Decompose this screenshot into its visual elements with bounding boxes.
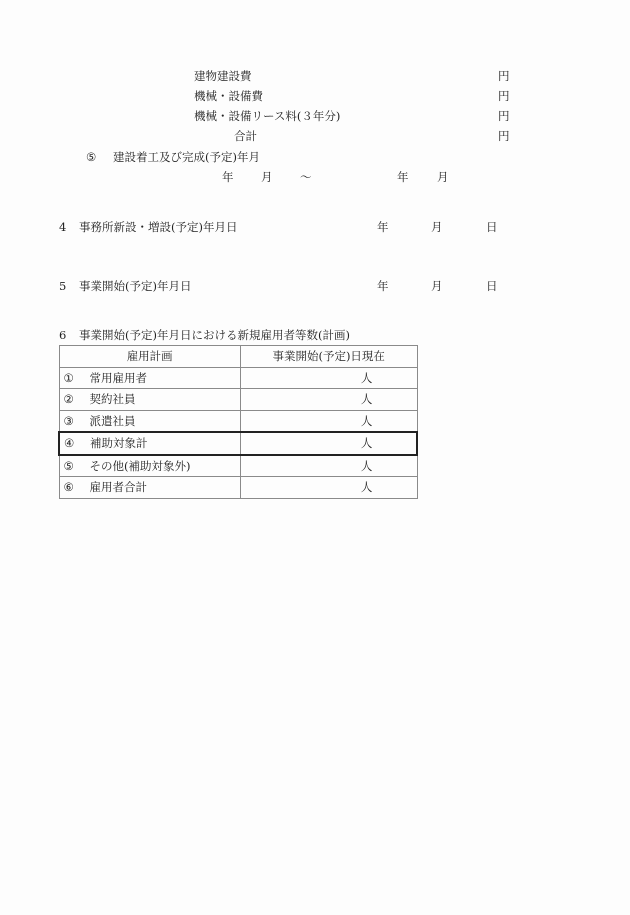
section4-title: 事務所新設・増設(予定)年月日 xyxy=(79,220,238,234)
table-row xyxy=(59,410,417,432)
construction-number: ⑤ xyxy=(86,150,97,164)
construction-end-year: 年 xyxy=(397,170,409,184)
row-unit: 人 xyxy=(360,413,373,428)
row-number: ⑥ xyxy=(63,480,74,495)
cost-label-lease: 機械・設備リース料(３年分) xyxy=(194,109,341,123)
section6-number: 6 xyxy=(59,328,67,342)
row-value-cell[interactable] xyxy=(240,455,417,477)
cost-label-total: 合計 xyxy=(234,129,257,143)
section5-month: 月 xyxy=(431,279,443,293)
cost-unit-lease: 円 xyxy=(498,109,510,123)
section4-year: 年 xyxy=(377,220,389,234)
table-row xyxy=(59,367,417,389)
row-label: 契約社員 xyxy=(89,392,136,407)
row-number: ④ xyxy=(64,436,75,451)
header-as-of-start: 事業開始(予定)日現在 xyxy=(240,346,417,368)
row-label: 派遣社員 xyxy=(89,413,136,428)
row-label: 補助対象計 xyxy=(90,436,148,451)
section4-day: 日 xyxy=(486,220,498,234)
section5-year: 年 xyxy=(377,279,389,293)
section5-number: 5 xyxy=(59,279,67,293)
section6-title: 事業開始(予定)年月日における新規雇用者等数(計画) xyxy=(79,328,350,342)
cost-unit-total: 円 xyxy=(498,129,510,143)
row-label: 常用雇用者 xyxy=(89,370,147,385)
row-unit: 人 xyxy=(360,370,373,385)
section4-month: 月 xyxy=(431,220,443,234)
construction-tilde: ～ xyxy=(300,170,312,184)
row-unit: 人 xyxy=(360,480,373,495)
table-row xyxy=(59,389,417,411)
row-number: ⑤ xyxy=(63,458,74,473)
cost-unit-building: 円 xyxy=(498,69,510,83)
construction-end-month: 月 xyxy=(437,170,449,184)
cost-label-machinery: 機械・設備費 xyxy=(194,89,263,103)
table-row-subsidy-total xyxy=(59,432,417,455)
header-employment-plan: 雇用計画 xyxy=(59,346,240,368)
table-header-row xyxy=(59,346,417,368)
construction-title: 建設着工及び完成(予定)年月 xyxy=(113,150,260,164)
table-row xyxy=(59,477,417,499)
row-value-cell[interactable] xyxy=(240,477,417,499)
row-unit: 人 xyxy=(360,436,373,451)
table-row xyxy=(59,455,417,477)
construction-start-year: 年 xyxy=(222,170,234,184)
row-label: その他(補助対象外) xyxy=(89,458,191,473)
row-value-cell[interactable] xyxy=(240,432,417,455)
row-unit: 人 xyxy=(360,458,373,473)
construction-start-month: 月 xyxy=(261,170,273,184)
cost-unit-machinery: 円 xyxy=(498,89,510,103)
row-number: ① xyxy=(63,370,74,385)
row-number: ③ xyxy=(63,413,74,428)
row-label: 雇用者合計 xyxy=(89,480,147,495)
section4-number: 4 xyxy=(59,220,67,234)
row-number: ② xyxy=(63,392,74,407)
row-value-cell[interactable] xyxy=(240,389,417,411)
cost-label-building: 建物建設費 xyxy=(194,69,252,83)
row-unit: 人 xyxy=(360,392,373,407)
row-value-cell[interactable] xyxy=(240,367,417,389)
employment-plan-table xyxy=(58,345,418,499)
row-value-cell[interactable] xyxy=(240,410,417,432)
section5-title: 事業開始(予定)年月日 xyxy=(79,279,192,293)
section5-day: 日 xyxy=(486,279,498,293)
